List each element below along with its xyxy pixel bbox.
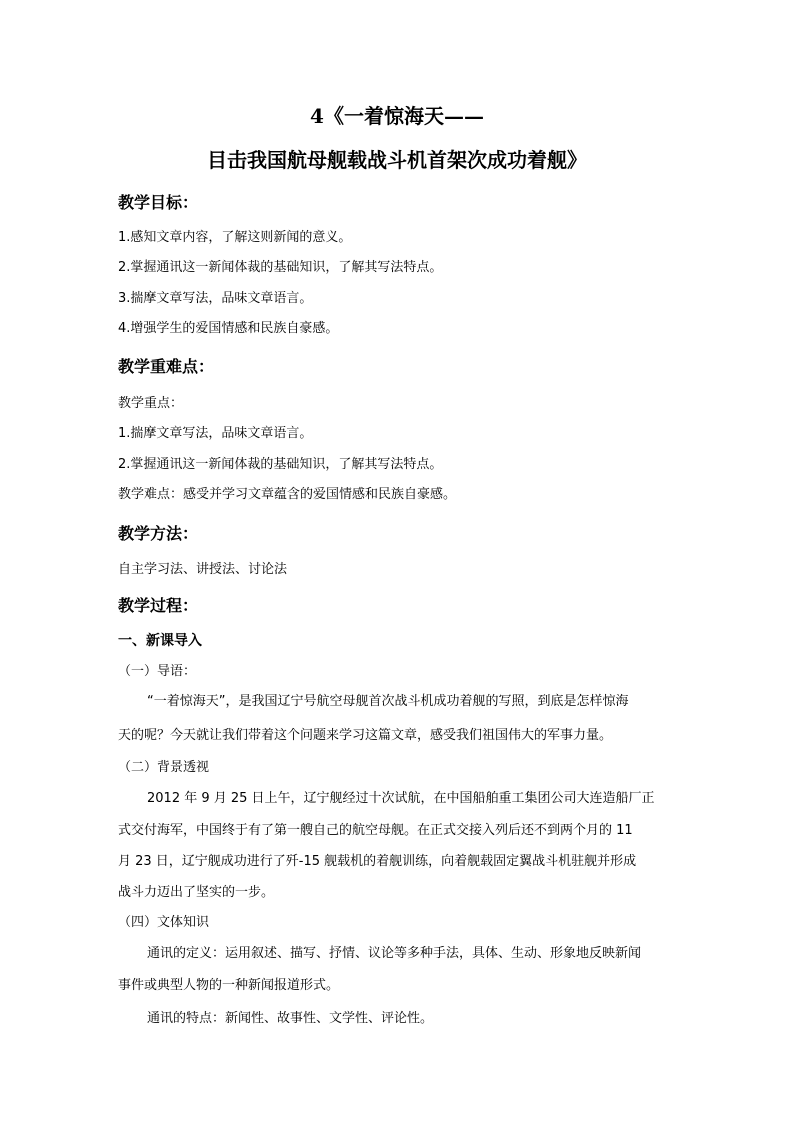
goal-item: 4.增强学生的爱国情感和民族自豪感。 [118,321,339,336]
goal-item: 2.掌握通讯这一新闻体裁的基础知识，了解其写法特点。 [118,260,443,275]
goal-item: 3.揣摩文章写法，品味文章语言。 [118,291,313,306]
key-points-heading: 教学重难点： [118,357,215,376]
focus-item: 1.揣摩文章写法，品味文章语言。 [118,426,313,441]
genre-label: （四）文体知识 [118,915,210,930]
title-line-2: 目击我国航母舰载战斗机首架次成功着舰》 [207,148,587,172]
background-line: 2012 年 9 月 25 日上午，辽宁舰经过十次试航，在中国船舶重工集团公司大连造船厂正 [147,791,655,806]
background-line: 战斗力迈出了坚实的一步。 [118,885,275,900]
difficulty-text: 教学难点：感受并学习文章蕴含的爱国情感和民族自豪感。 [118,487,457,502]
genre-definition-line: 通讯的定义：运用叙述、描写、抒情、议论等多种手法，具体、生动、形象地反映新闻 [147,946,642,961]
background-label: （二）背景透视 [118,760,210,775]
title-line-1: 4《一着惊海天—— [310,104,484,128]
methods-heading: 教学方法： [118,524,199,543]
goals-heading: 教学目标： [118,193,199,212]
background-line: 月 23 日，辽宁舰成功进行了歼-15 舰载机的着舰训练，向着舰载固定翼战斗机驻舰并形成 [118,854,637,869]
focus-label: 教学重点： [118,396,184,411]
intro-line: “一着惊海天”，是我国辽宁号航空母舰首次战斗机成功着舰的写照，到底是怎样惊海 [147,694,629,709]
intro-line: 天的呢？今天就让我们带着这个问题来学习这篇文章，感受我们祖国伟大的军事力量。 [118,728,613,743]
background-line: 式交付海军，中国终于有了第一艘自己的航空母舰。在正式交接入列后还不到两个月的 11 [118,823,633,838]
methods-text: 自主学习法、讲授法、讨论法 [118,562,288,577]
genre-definition-line: 事件或典型人物的一种新闻报道形式。 [118,978,340,993]
intro-label: （一）导语： [118,664,197,679]
section-new-lesson-intro: 一、新课导入 [118,633,202,649]
process-heading: 教学过程： [118,596,199,615]
genre-traits: 通讯的特点：新闻性、故事性、文学性、评论性。 [147,1011,434,1026]
goal-item: 1.感知文章内容，了解这则新闻的意义。 [118,230,352,245]
focus-item: 2.掌握通讯这一新闻体裁的基础知识，了解其写法特点。 [118,457,443,472]
